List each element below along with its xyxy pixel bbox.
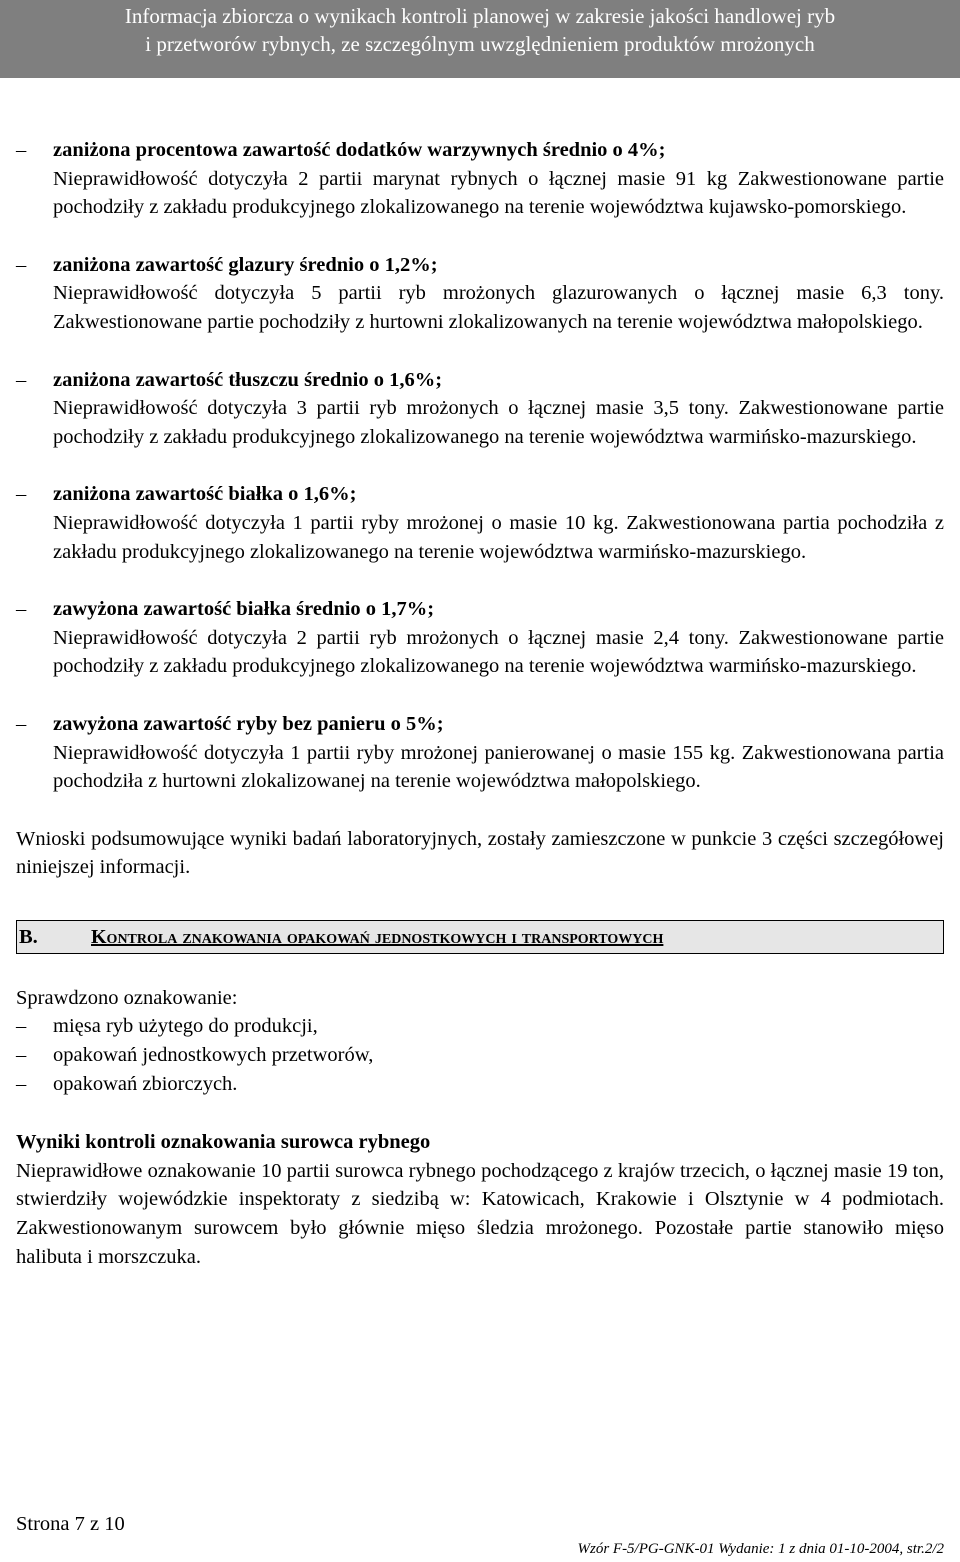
checked-heading: Sprawdzono oznakowanie: xyxy=(16,986,238,1009)
results-heading: Wyniki kontroli oznakowania surowca rybnego xyxy=(16,1131,431,1154)
section-title: Kontrola znakowania opakowań jednostkowych i transportowych xyxy=(91,925,664,948)
dash-bullet: – xyxy=(16,1044,27,1067)
dash-bullet: – xyxy=(16,253,27,276)
finding-title: zawyżona zawartość białka średnio o 1,7%; xyxy=(53,598,435,621)
finding-text: Nieprawidłowość dotyczyła 5 partii ryb mrożonych glazurowanych o łącznej masie 6,3 tony. Zakwestionowane partie pochodziły z hurtowni zlokalizowanych na terenie województwa małopolskiego. xyxy=(53,282,944,333)
list-item-text: mięsa ryb użytego do produkcji, xyxy=(53,1015,318,1038)
results-paragraph: Nieprawidłowe oznakowanie 10 partii surowca rybnego pochodzącego z krajów trzecich, o łącznej masie 19 ton, stwierdziły wojewódzkie inspektoraty z siedzibą w: Katowicach, Krakowie i Olsztynie w 4 podmiotach. Zakwestionowanym surowcem było głównie mięso śledzia mrożonego. Pozostałe partie stanowiło mięso halibuta i morszczuka. xyxy=(16,1159,944,1268)
finding-item xyxy=(16,136,944,222)
finding-title: zawyżona zawartość ryby bez panieru o 5%; xyxy=(53,712,444,735)
section-heading-box xyxy=(16,920,944,954)
finding-item xyxy=(16,595,944,681)
document-body xyxy=(16,136,944,1271)
finding-title: zaniżona procentowa zawartość dodatków warzywnych średnio o 4%; xyxy=(53,139,666,161)
form-reference: Wzór F-5/PG-GNK-01 Wydanie: 1 z dnia 01-10-2004, str.2/2 xyxy=(577,1541,944,1557)
page-number: Strona 7 z 10 xyxy=(16,1513,125,1535)
list-item xyxy=(16,1041,944,1070)
dash-bullet: – xyxy=(16,1015,27,1038)
dash-bullet: – xyxy=(16,712,27,735)
finding-item xyxy=(16,480,944,566)
finding-text: Nieprawidłowość dotyczyła 1 partii ryby mrożonej panierowanej o masie 155 kg. Zakwestionowana partia pochodziła z hurtowni zlokalizowanej na terenie województwa małopolskiego. xyxy=(53,741,944,793)
section-letter: B. xyxy=(19,925,38,948)
conclusion-paragraph: Wnioski podsumowujące wyniki badań laboratoryjnych, zostały zamieszczone w punkcie 3 części szczegółowej niniejszej informacji. xyxy=(16,827,944,879)
checked-list xyxy=(16,1012,944,1098)
header-line-2: i przetworów rybnych, ze szczególnym uwzględnieniem produktów mrożonych xyxy=(145,32,815,56)
finding-item xyxy=(16,366,944,452)
finding-text: Nieprawidłowość dotyczyła 2 partii ryb mrożonych o łącznej masie 2,4 tony. Zakwestionowane partie pochodziły z zakładu produkcyjnego zlokalizowanego na terenie województwa warmińsko-mazurskiego. xyxy=(53,626,944,678)
list-item-text: opakowań jednostkowych przetworów, xyxy=(53,1044,374,1067)
dash-bullet: – xyxy=(16,368,27,391)
dash-bullet: – xyxy=(16,139,27,161)
finding-title: zaniżona zawartość tłuszczu średnio o 1,6%; xyxy=(53,368,443,391)
dash-bullet: – xyxy=(16,1072,27,1095)
dash-bullet: – xyxy=(16,598,27,621)
finding-title: zaniżona zawartość glazury średnio o 1,2%; xyxy=(53,253,438,276)
header-line-1: Informacja zbiorcza o wynikach kontroli planowej w zakresie jakości handlowej ryb xyxy=(124,4,836,28)
finding-text: Nieprawidłowość dotyczyła 3 partii ryb mrożonych o łącznej masie 3,5 tony. Zakwestionowane partie pochodziły z zakładu produkcyjnego zlokalizowanego na terenie województwa warmińsko-mazurskiego. xyxy=(53,397,944,448)
finding-title: zaniżona zawartość białka o 1,6%; xyxy=(53,483,357,506)
finding-item xyxy=(16,251,944,337)
finding-text: Nieprawidłowość dotyczyła 2 partii marynat rybnych o łącznej masie 91 kg Zakwestionowane partie pochodziły z zakładu produkcyjnego zlokalizowanego na terenie województwa kujawsko-pomorskiego. xyxy=(53,167,944,219)
finding-text: Nieprawidłowość dotyczyła 1 partii ryby mrożonej o masie 10 kg. Zakwestionowana partia pochodziła z zakładu produkcyjnego zlokalizowanego na terenie województwa warmińsko-mazurskiego. xyxy=(53,511,944,563)
list-item-text: opakowań zbiorczych. xyxy=(53,1072,238,1095)
page-header xyxy=(0,0,960,78)
dash-bullet: – xyxy=(16,483,27,506)
list-item xyxy=(16,1070,944,1099)
finding-item xyxy=(16,710,944,796)
list-item xyxy=(16,1012,944,1041)
